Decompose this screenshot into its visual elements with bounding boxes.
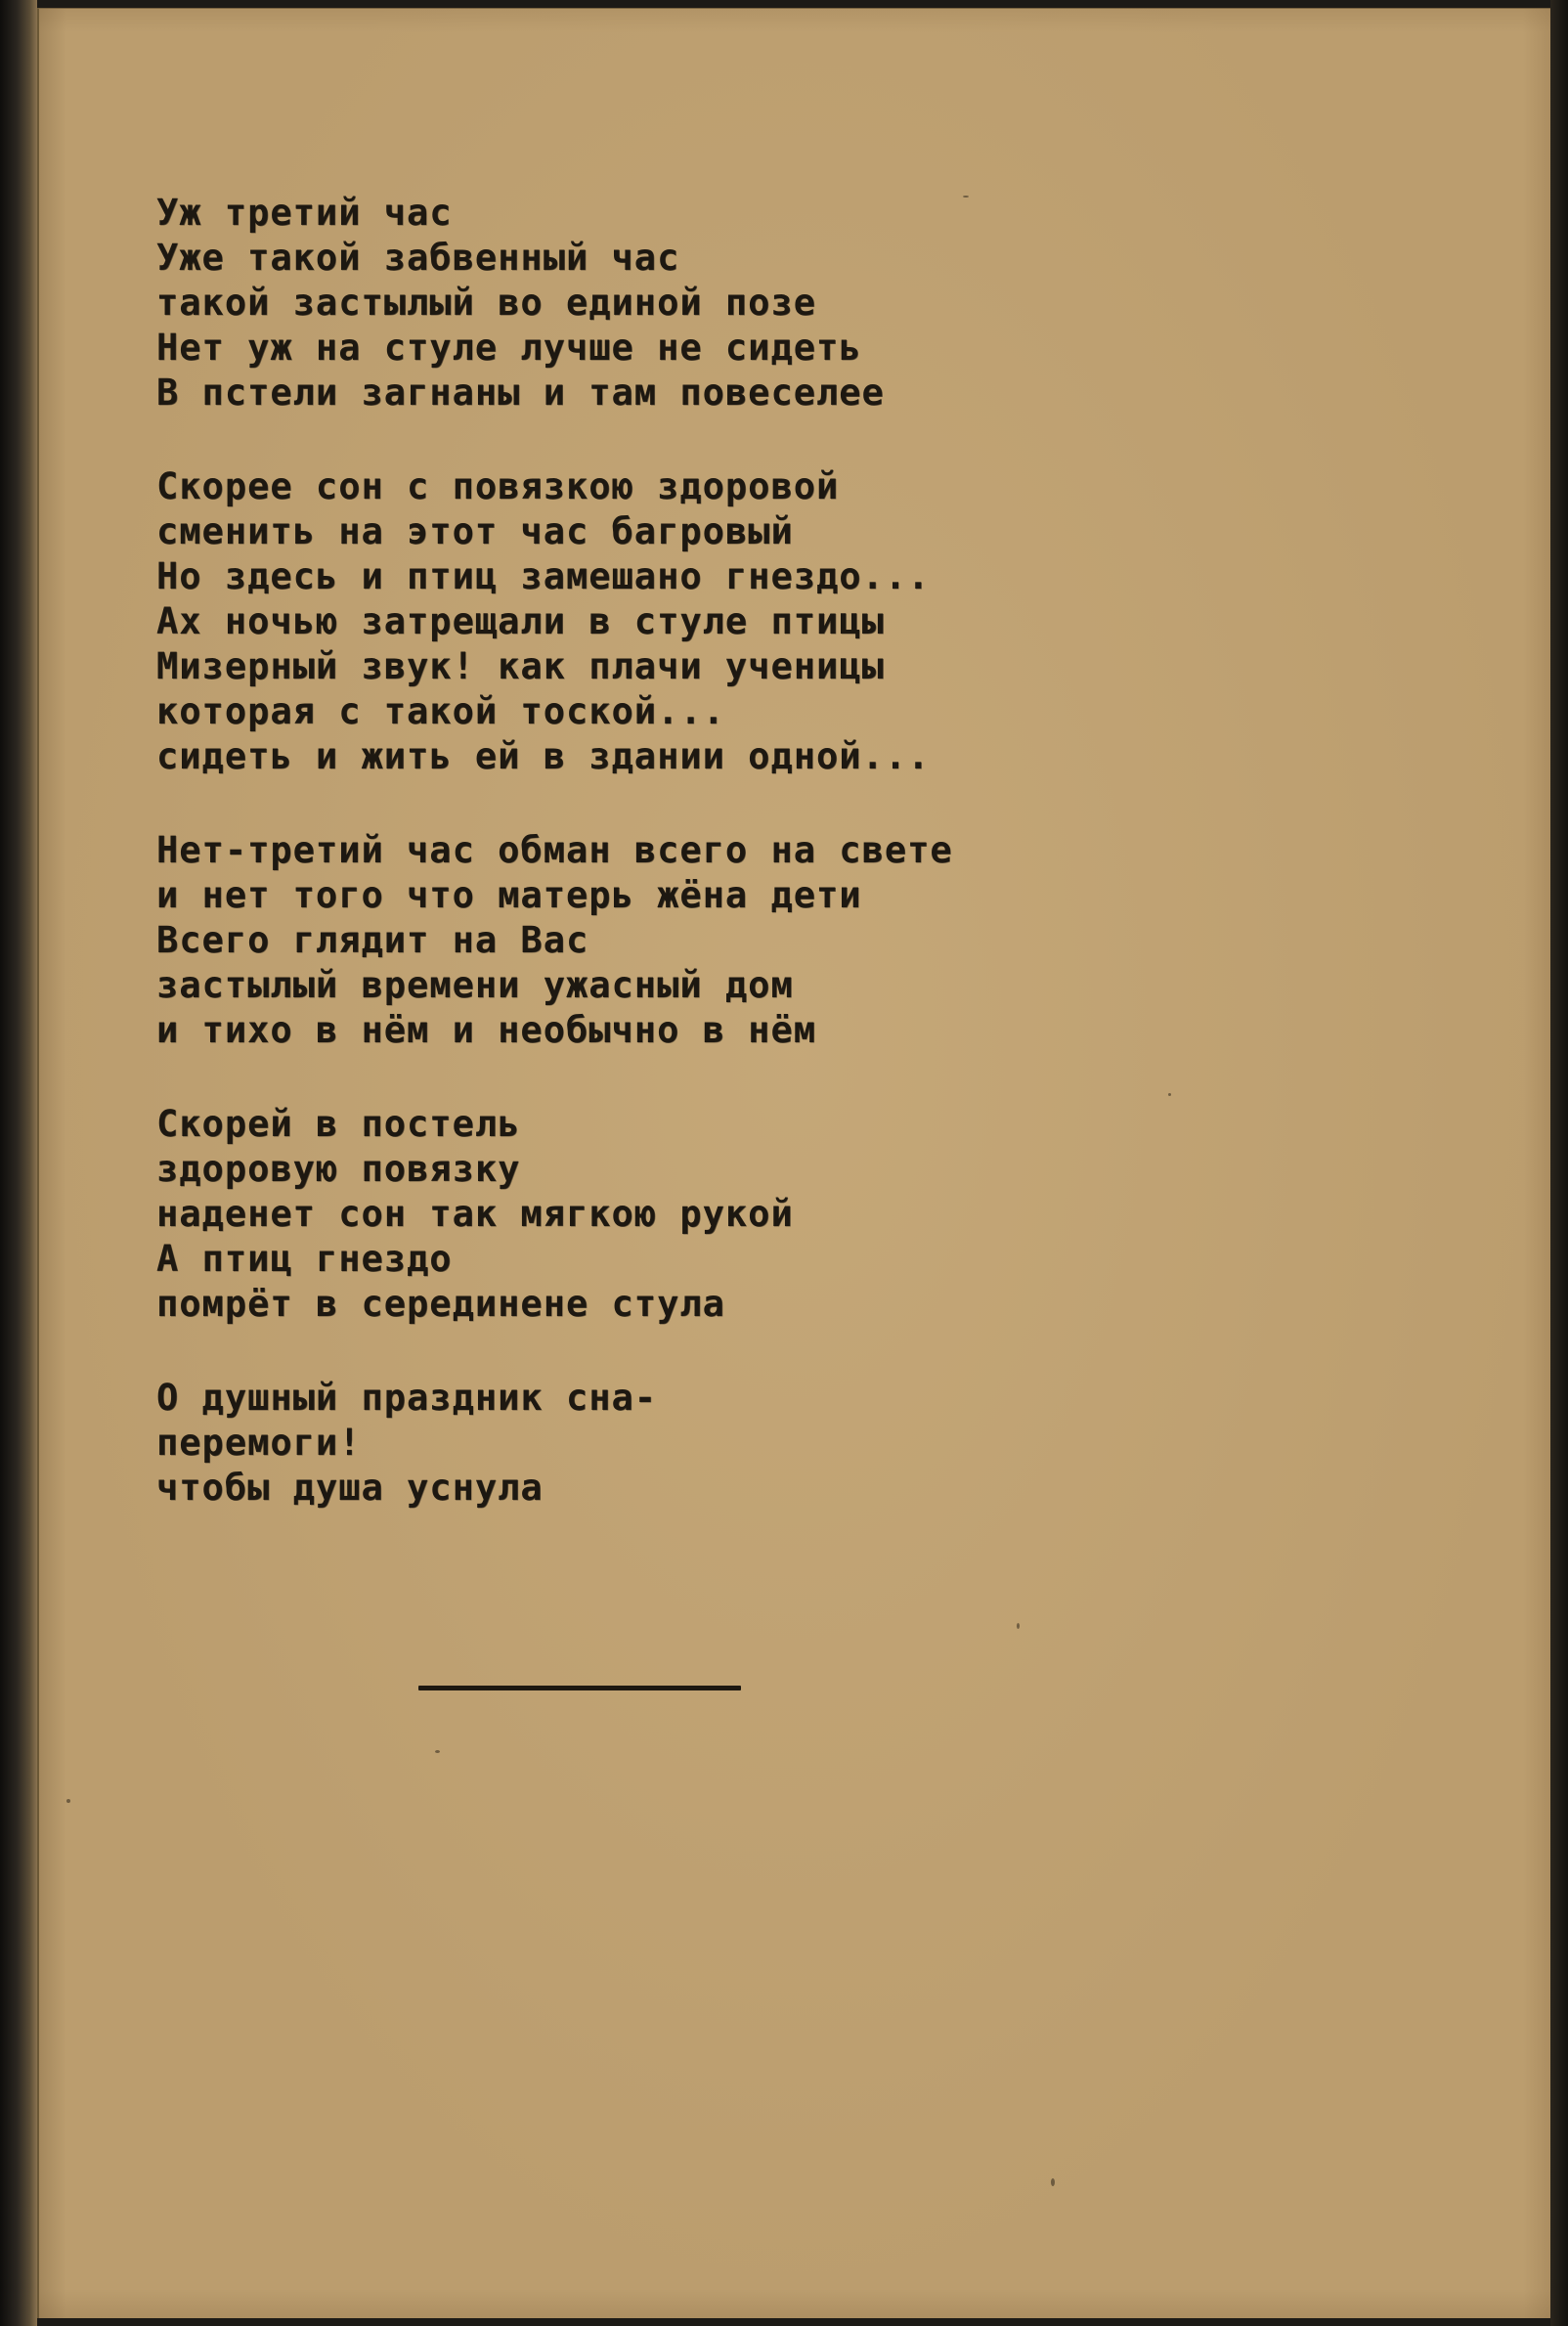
page-edge (1550, 0, 1568, 2326)
poem-line: и тихо в нём и необычно в нём (156, 1009, 817, 1051)
stanza-2 (156, 464, 1212, 779)
poem-line: А птиц гнездо (156, 1238, 453, 1280)
paper-speck (1168, 1093, 1171, 1096)
book-spine (0, 0, 37, 2326)
stanza-5 (156, 1376, 1212, 1511)
poem-line: Всего глядит на Вас (156, 919, 589, 961)
paper-speck (963, 196, 969, 197)
poem-line: сидеть и жить ей в здании одной... (156, 735, 931, 777)
poem-line: Скорее сон с повязкою здоровой (156, 465, 840, 507)
stanza-4 (156, 1102, 1212, 1327)
poem-line: сменить на этот час багровый (156, 510, 794, 552)
poem-line: чтобы душа уснула (156, 1467, 544, 1509)
paper-speck (1017, 1623, 1020, 1629)
paper-speck (435, 1750, 440, 1753)
paper-speck (66, 1799, 70, 1803)
poem-line: Но здесь и птиц замешано гнездо... (156, 555, 931, 597)
poem-line: О душный праздник сна- (156, 1377, 658, 1419)
poem-line: наденет сон так мягкою рукой (156, 1193, 794, 1235)
poem-line: Скорей в постель (156, 1103, 521, 1145)
poem-line: здоровую повязку (156, 1148, 521, 1190)
poem-line: застылый времени ужасный дом (156, 964, 794, 1006)
poem-line: помрёт в серединене стула (156, 1283, 725, 1325)
poem-line: В пстели загнаны и там повеселее (156, 372, 885, 414)
stanza-1 (156, 191, 1212, 416)
poem-line: и нет того что матерь жёна дети (156, 874, 862, 916)
poem-line: Нет уж на стуле лучше не сидеть (156, 327, 862, 369)
poem-line: Ах ночью затрещали в стуле птицы (156, 600, 885, 642)
poem-line: Уже такой забвенный час (156, 237, 680, 279)
paper-speck (1051, 2178, 1055, 2186)
poem-line: такой застылый во единой позе (156, 282, 817, 324)
poem-line: Мизерный звук! как плачи ученицы (156, 645, 885, 687)
poem-line: которая с такой тоской... (156, 690, 725, 732)
end-rule (418, 1686, 741, 1690)
stanza-3 (156, 828, 1212, 1053)
poem-line: перемоги! (156, 1422, 362, 1464)
poem-line: Уж третий час (156, 192, 453, 234)
poem-text (156, 191, 1212, 1559)
poem-line: Нет-третий час обман всего на свете (156, 829, 953, 871)
